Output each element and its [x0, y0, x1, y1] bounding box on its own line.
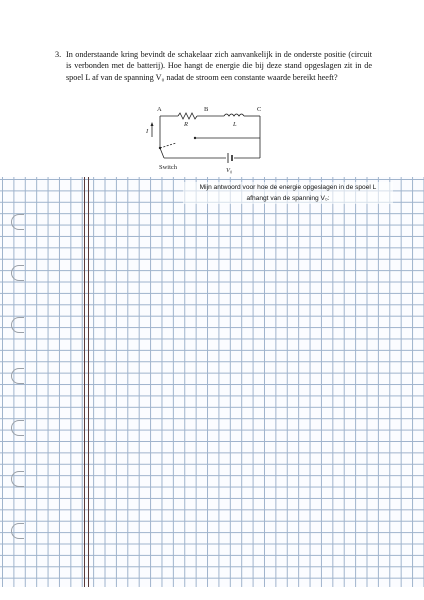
battery-label: V₀	[226, 167, 233, 174]
sheet-bottom-margin	[0, 587, 424, 600]
binder-ring-icon	[11, 471, 24, 487]
binder-ring-icon	[11, 368, 24, 384]
inductor-symbol	[224, 114, 244, 116]
node-b-label: B	[204, 106, 209, 113]
resistor-symbol	[178, 113, 197, 119]
grid-paper	[0, 177, 424, 587]
node-c-label: C	[257, 106, 262, 113]
binder-ring-icon	[11, 317, 24, 333]
question-text: In onderstaande kring bevindt de schakelaar zich aanvankelijk in de onderste positie (circuit is verbonden met de batterij). Hoe hangt de energie die bij deze stand opgeslagen zit in de spoel L af van de spanning V₀ nadat de stroom een constante waarde bereikt heeft?	[66, 50, 372, 82]
question-number: 3.	[55, 50, 62, 59]
node-a-label: A	[157, 106, 162, 113]
switch-label: Switch	[159, 164, 178, 171]
margin-line	[84, 177, 85, 587]
binder-ring-icon	[11, 523, 24, 539]
switch-blade	[160, 143, 176, 148]
binder-ring-icon	[11, 265, 24, 281]
margin-line-secondary	[88, 177, 89, 587]
current-label: I	[146, 128, 149, 135]
question-block	[55, 49, 372, 83]
binder-ring-icon	[11, 214, 24, 230]
binder-ring-icon	[11, 420, 24, 436]
circuit-diagram	[140, 103, 275, 175]
inductor-label: L	[233, 121, 237, 128]
answer-prompt	[183, 182, 393, 204]
answer-line-2: afhangt van de spanning V₀:	[246, 195, 330, 202]
answer-line-1: Mijn antwoord voor hoe de energie opgeslagen in de spoel L	[199, 184, 377, 191]
resistor-label: R	[184, 121, 188, 128]
graph-paper-sheet	[0, 177, 424, 600]
